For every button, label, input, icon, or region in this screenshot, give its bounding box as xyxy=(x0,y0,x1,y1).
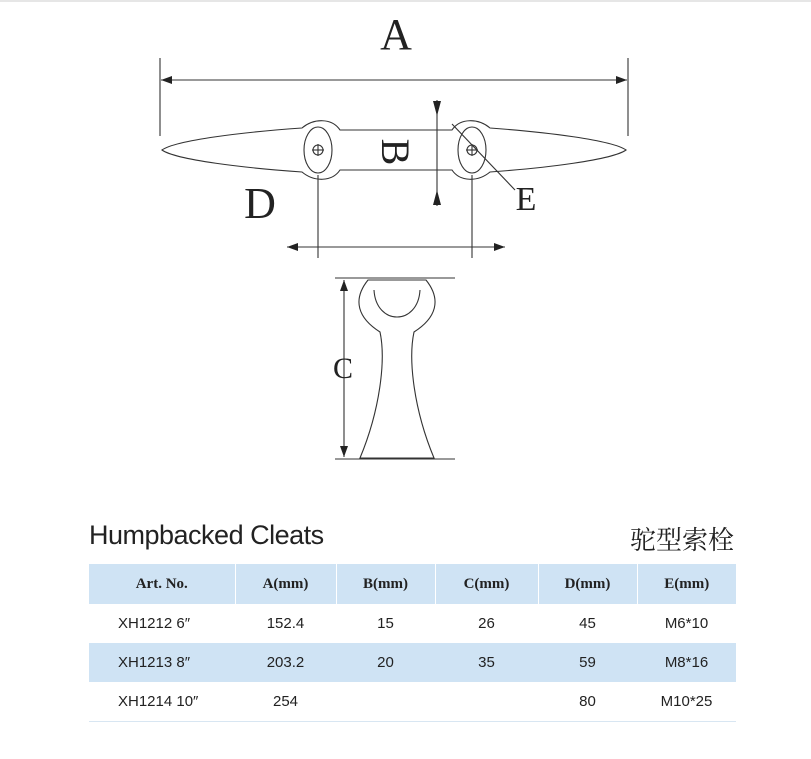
cell-d: 59 xyxy=(538,643,637,682)
cell-c: 26 xyxy=(478,615,495,632)
cell-a: 152.4 xyxy=(266,615,305,632)
dim-label-b: B xyxy=(373,138,418,166)
product-title-english: Humpbacked Cleats xyxy=(89,520,324,550)
cell-e: M8*16 xyxy=(637,643,736,682)
cell-a: 203.2 xyxy=(235,643,336,682)
dim-d-arrow-right xyxy=(494,243,505,251)
header-c: C(mm) xyxy=(435,564,538,604)
cleat-side-view xyxy=(359,280,435,458)
cell-e: M10*25 xyxy=(637,682,736,722)
dim-c-arrow-top xyxy=(340,280,348,291)
dim-b-arrow-top xyxy=(433,101,441,116)
header-art-no: Art. No. xyxy=(89,564,235,604)
dim-a-arrow-left xyxy=(161,76,172,84)
cell-e: M6*10 xyxy=(664,615,709,632)
dim-label-a: A xyxy=(380,10,412,59)
dim-label-c: C xyxy=(332,352,354,385)
table-row xyxy=(89,604,736,643)
header-a: A(mm) xyxy=(235,564,336,604)
cell-d: 45 xyxy=(579,615,596,632)
cell-art-no: XH1214 10″ xyxy=(89,682,235,722)
cell-a: 254 xyxy=(235,682,336,722)
cell-c: 35 xyxy=(435,643,538,682)
table-row xyxy=(89,643,736,682)
cell-b: 20 xyxy=(336,643,435,682)
header-d: D(mm) xyxy=(538,564,637,604)
cell-b xyxy=(336,682,435,722)
dim-b-arrow-bottom xyxy=(433,190,441,205)
spec-table xyxy=(89,564,736,722)
product-title-chinese: 驼型索栓 xyxy=(629,525,734,555)
cell-art-no: XH1212 6″ xyxy=(118,615,191,632)
cell-c xyxy=(435,682,538,722)
dim-d-arrow-left xyxy=(287,243,298,251)
dim-a-arrow-right xyxy=(616,76,627,84)
table-header-row xyxy=(89,564,736,604)
cell-art-no: XH1213 8″ xyxy=(89,643,235,682)
dim-label-d: D xyxy=(244,179,276,228)
cell-b: 15 xyxy=(377,615,394,632)
dim-label-e: E xyxy=(515,181,537,218)
header-b: B(mm) xyxy=(336,564,435,604)
table-row xyxy=(89,682,736,722)
cell-d: 80 xyxy=(538,682,637,722)
header-e: E(mm) xyxy=(637,564,736,604)
dim-c-arrow-bottom xyxy=(340,446,348,457)
